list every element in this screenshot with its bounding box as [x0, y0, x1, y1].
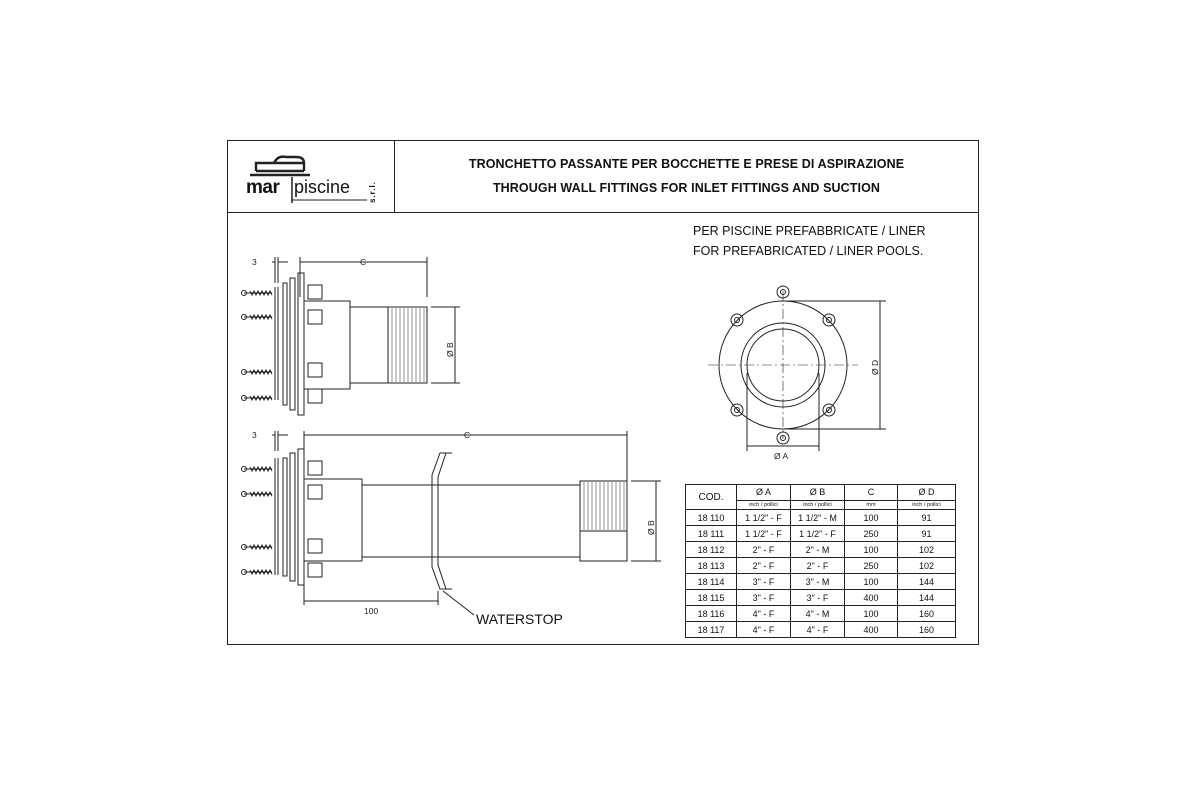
table-row: [686, 622, 956, 638]
cell-c: 100: [845, 510, 898, 526]
cell-b: 4" - F: [791, 622, 845, 638]
cell-cod: 18 117: [686, 622, 737, 638]
dim-3-bottom: 3: [252, 430, 257, 440]
cell-cod: 18 112: [686, 542, 737, 558]
cell-d: 102: [898, 558, 956, 574]
dim-a: Ø A: [774, 451, 789, 461]
cell-b: 3" - M: [791, 574, 845, 590]
cell-a: 4" - F: [737, 606, 791, 622]
cell-b: 1 1/2" - M: [791, 510, 845, 526]
cell-cod: 18 115: [686, 590, 737, 606]
cell-a: 3" - F: [737, 590, 791, 606]
brand-mar: mar: [246, 177, 280, 198]
cell-c: 250: [845, 558, 898, 574]
table-row: [686, 574, 956, 590]
header-a: Ø A: [737, 485, 791, 501]
logo-cell: [228, 141, 395, 213]
unit-c: mm: [845, 501, 898, 510]
front-view: [708, 286, 886, 451]
cell-b: 1 1/2" - F: [791, 526, 845, 542]
cell-d: 144: [898, 574, 956, 590]
table-row: [686, 510, 956, 526]
table-header-row: [686, 485, 956, 501]
dim-b-bottom: Ø B: [646, 520, 656, 535]
dim-100: 100: [364, 606, 379, 616]
table-row: [686, 590, 956, 606]
table-row: [686, 606, 956, 622]
cell-d: 102: [898, 542, 956, 558]
cell-cod: 18 110: [686, 510, 737, 526]
dim-3-top: 3: [252, 257, 257, 267]
title-italian: TRONCHETTO PASSANTE PER BOCCHETTE E PRESE DI ASPIRAZIONE: [468, 157, 905, 171]
cell-c: 250: [845, 526, 898, 542]
cell-b: 2" - M: [791, 542, 845, 558]
header-cod: COD.: [686, 485, 737, 510]
unit-a: inch / pollici: [737, 501, 791, 510]
cell-cod: 18 111: [686, 526, 737, 542]
cell-a: 4" - F: [737, 622, 791, 638]
spec-table: [685, 484, 956, 638]
cell-b: 3" - F: [791, 590, 845, 606]
cell-c: 100: [845, 542, 898, 558]
title-cell: [395, 141, 978, 213]
dim-b-top: Ø B: [445, 342, 455, 357]
waterstop-label: WATERSTOP: [476, 611, 563, 627]
dim-d: Ø D: [870, 359, 880, 375]
side-view-long: [242, 431, 662, 615]
cell-a: 2" - F: [737, 558, 791, 574]
brand-underline: [291, 199, 371, 201]
dim-c-top: C: [360, 257, 367, 267]
brand-piscine: piscine: [294, 177, 351, 197]
cell-d: 160: [898, 622, 956, 638]
cell-cod: 18 116: [686, 606, 737, 622]
cell-d: 91: [898, 510, 956, 526]
cell-cod: 18 113: [686, 558, 737, 574]
cell-d: 91: [898, 526, 956, 542]
pool-type-english: FOR PREFABRICATED / LINER POOLS.: [693, 244, 924, 258]
cell-c: 400: [845, 590, 898, 606]
pool-type-italian: PER PISCINE PREFABBRICATE / LINER: [693, 224, 926, 238]
cell-a: 2" - F: [737, 542, 791, 558]
cell-b: 4" - M: [791, 606, 845, 622]
cell-a: 1 1/2" - F: [737, 510, 791, 526]
cell-d: 160: [898, 606, 956, 622]
header-d: Ø D: [898, 485, 956, 501]
side-view-short: [242, 257, 461, 415]
table-row: [686, 558, 956, 574]
header-c: C: [845, 485, 898, 501]
unit-d: inch / pollici: [898, 501, 956, 510]
title-english: THROUGH WALL FITTINGS FOR INLET FITTINGS AND SUCTION: [492, 181, 881, 195]
header-b: Ø B: [791, 485, 845, 501]
cell-b: 2" - F: [791, 558, 845, 574]
cell-c: 100: [845, 574, 898, 590]
unit-b: inch / pollici: [791, 501, 845, 510]
logo-mark-icon: [246, 149, 316, 179]
table-row: [686, 542, 956, 558]
table-row: [686, 526, 956, 542]
cell-cod: 18 114: [686, 574, 737, 590]
cell-a: 1 1/2" - F: [737, 526, 791, 542]
brand-srl: s.r.l.: [368, 181, 377, 204]
dim-c-bottom: C: [464, 430, 471, 440]
cell-c: 100: [845, 606, 898, 622]
cell-c: 400: [845, 622, 898, 638]
cell-a: 3" - F: [737, 574, 791, 590]
drawing-sheet: [227, 140, 979, 645]
cell-d: 144: [898, 590, 956, 606]
